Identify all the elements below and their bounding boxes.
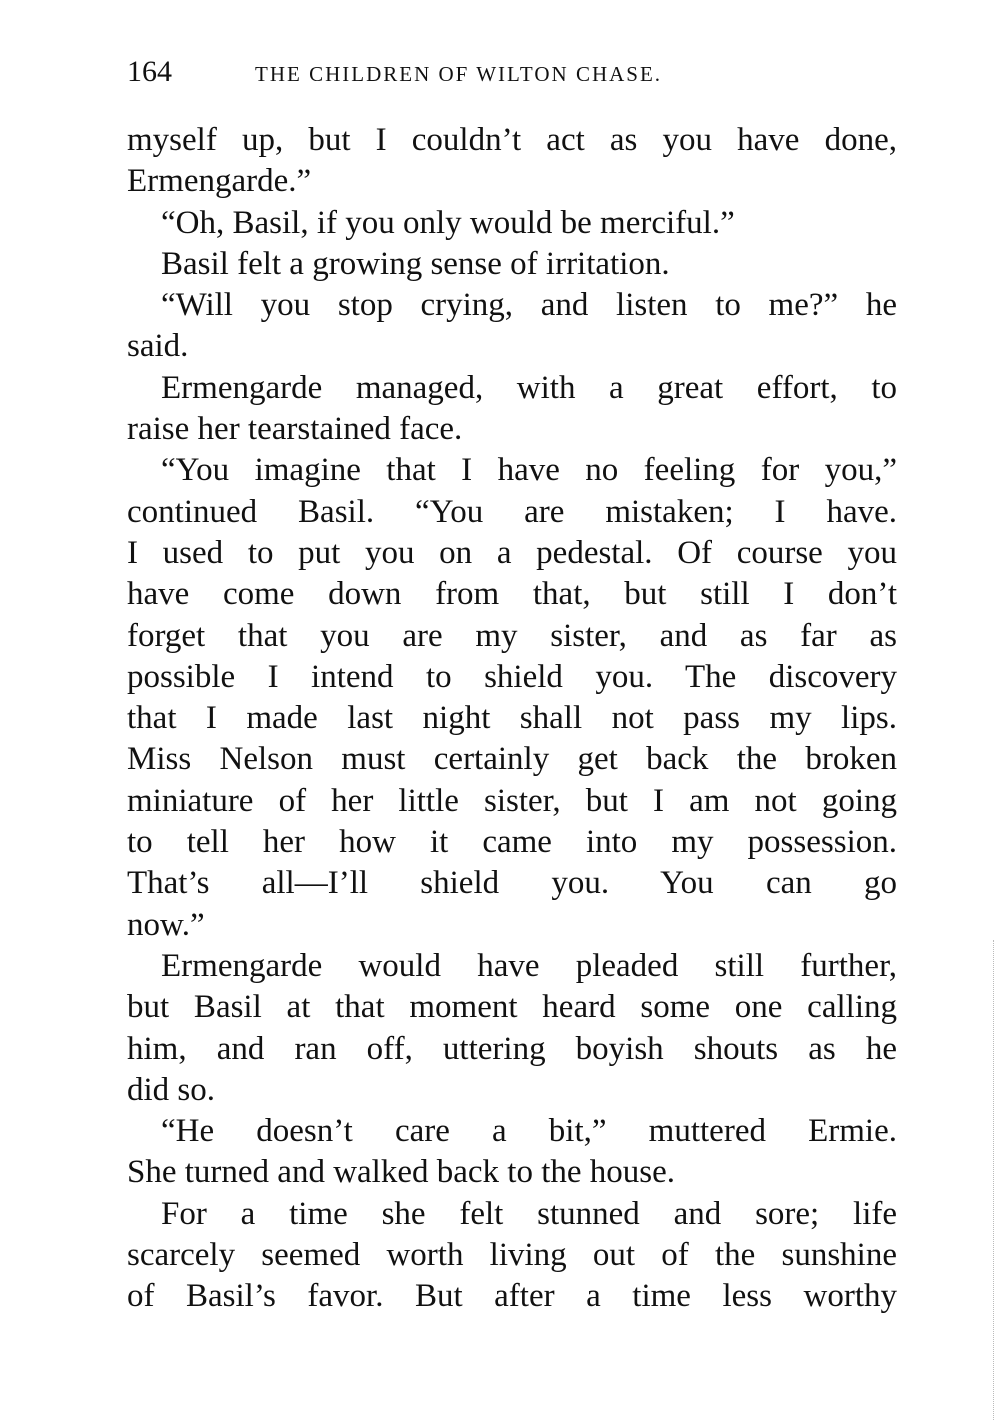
text-line: “Oh, Basil, if you only would be merciful.”	[161, 204, 735, 241]
page-number: 164	[127, 55, 172, 88]
body-text	[127, 120, 897, 1318]
text-line: of Basil’s favor. But after a time less worthy	[127, 1278, 897, 1315]
text-line: him, and ran off, uttering boyish shouts as he	[127, 1030, 897, 1067]
text-line: Ermengarde would have pleaded still further,	[161, 947, 897, 984]
text-line: now.”	[127, 906, 205, 943]
text-line: “You imagine that I have no feeling for you,”	[161, 452, 897, 489]
text-line: For a time she felt stunned and sore; life	[161, 1195, 897, 1232]
text-line: possible I intend to shield you. The discovery	[127, 658, 897, 695]
text-line: that I made last night shall not pass my lips.	[127, 700, 897, 737]
text-line: but Basil at that moment heard some one calling	[127, 989, 897, 1026]
text-line: “He doesn’t care a bit,” muttered Ermie.	[161, 1113, 897, 1150]
text-line: Basil felt a growing sense of irritation.	[161, 245, 670, 282]
text-line: Ermengarde.”	[127, 163, 312, 200]
text-line: continued Basil. “You are mistaken; I have.	[127, 493, 897, 530]
text-line: forget that you are my sister, and as far as	[127, 617, 897, 654]
text-line: Miss Nelson must certainly get back the broken	[127, 741, 897, 778]
text-line: have come down from that, but still I don’t	[127, 576, 897, 613]
text-line: said.	[127, 328, 189, 365]
text-line: I used to put you on a pedestal. Of course you	[127, 534, 897, 571]
text-line: myself up, but I couldn’t act as you have done,	[127, 122, 897, 158]
text-line: scarcely seemed worth living out of the sunshine	[127, 1237, 897, 1274]
text-line: “Will you stop crying, and listen to me?” he	[161, 287, 897, 324]
text-line: Ermengarde managed, with a great effort, to	[161, 369, 897, 406]
text-line: She turned and walked back to the house.	[127, 1154, 676, 1191]
text-line: did so.	[127, 1071, 216, 1108]
running-header	[127, 52, 897, 92]
scan-edge-mark	[992, 940, 994, 1420]
text-line: That’s all—I’ll shield you. You can go	[127, 865, 897, 902]
text-line: raise her tearstained face.	[127, 411, 463, 448]
text-line: to tell her how it came into my possession.	[127, 824, 897, 861]
running-title: THE CHILDREN OF WILTON CHASE.	[255, 62, 663, 86]
text-line: miniature of her little sister, but I am not going	[127, 782, 897, 819]
